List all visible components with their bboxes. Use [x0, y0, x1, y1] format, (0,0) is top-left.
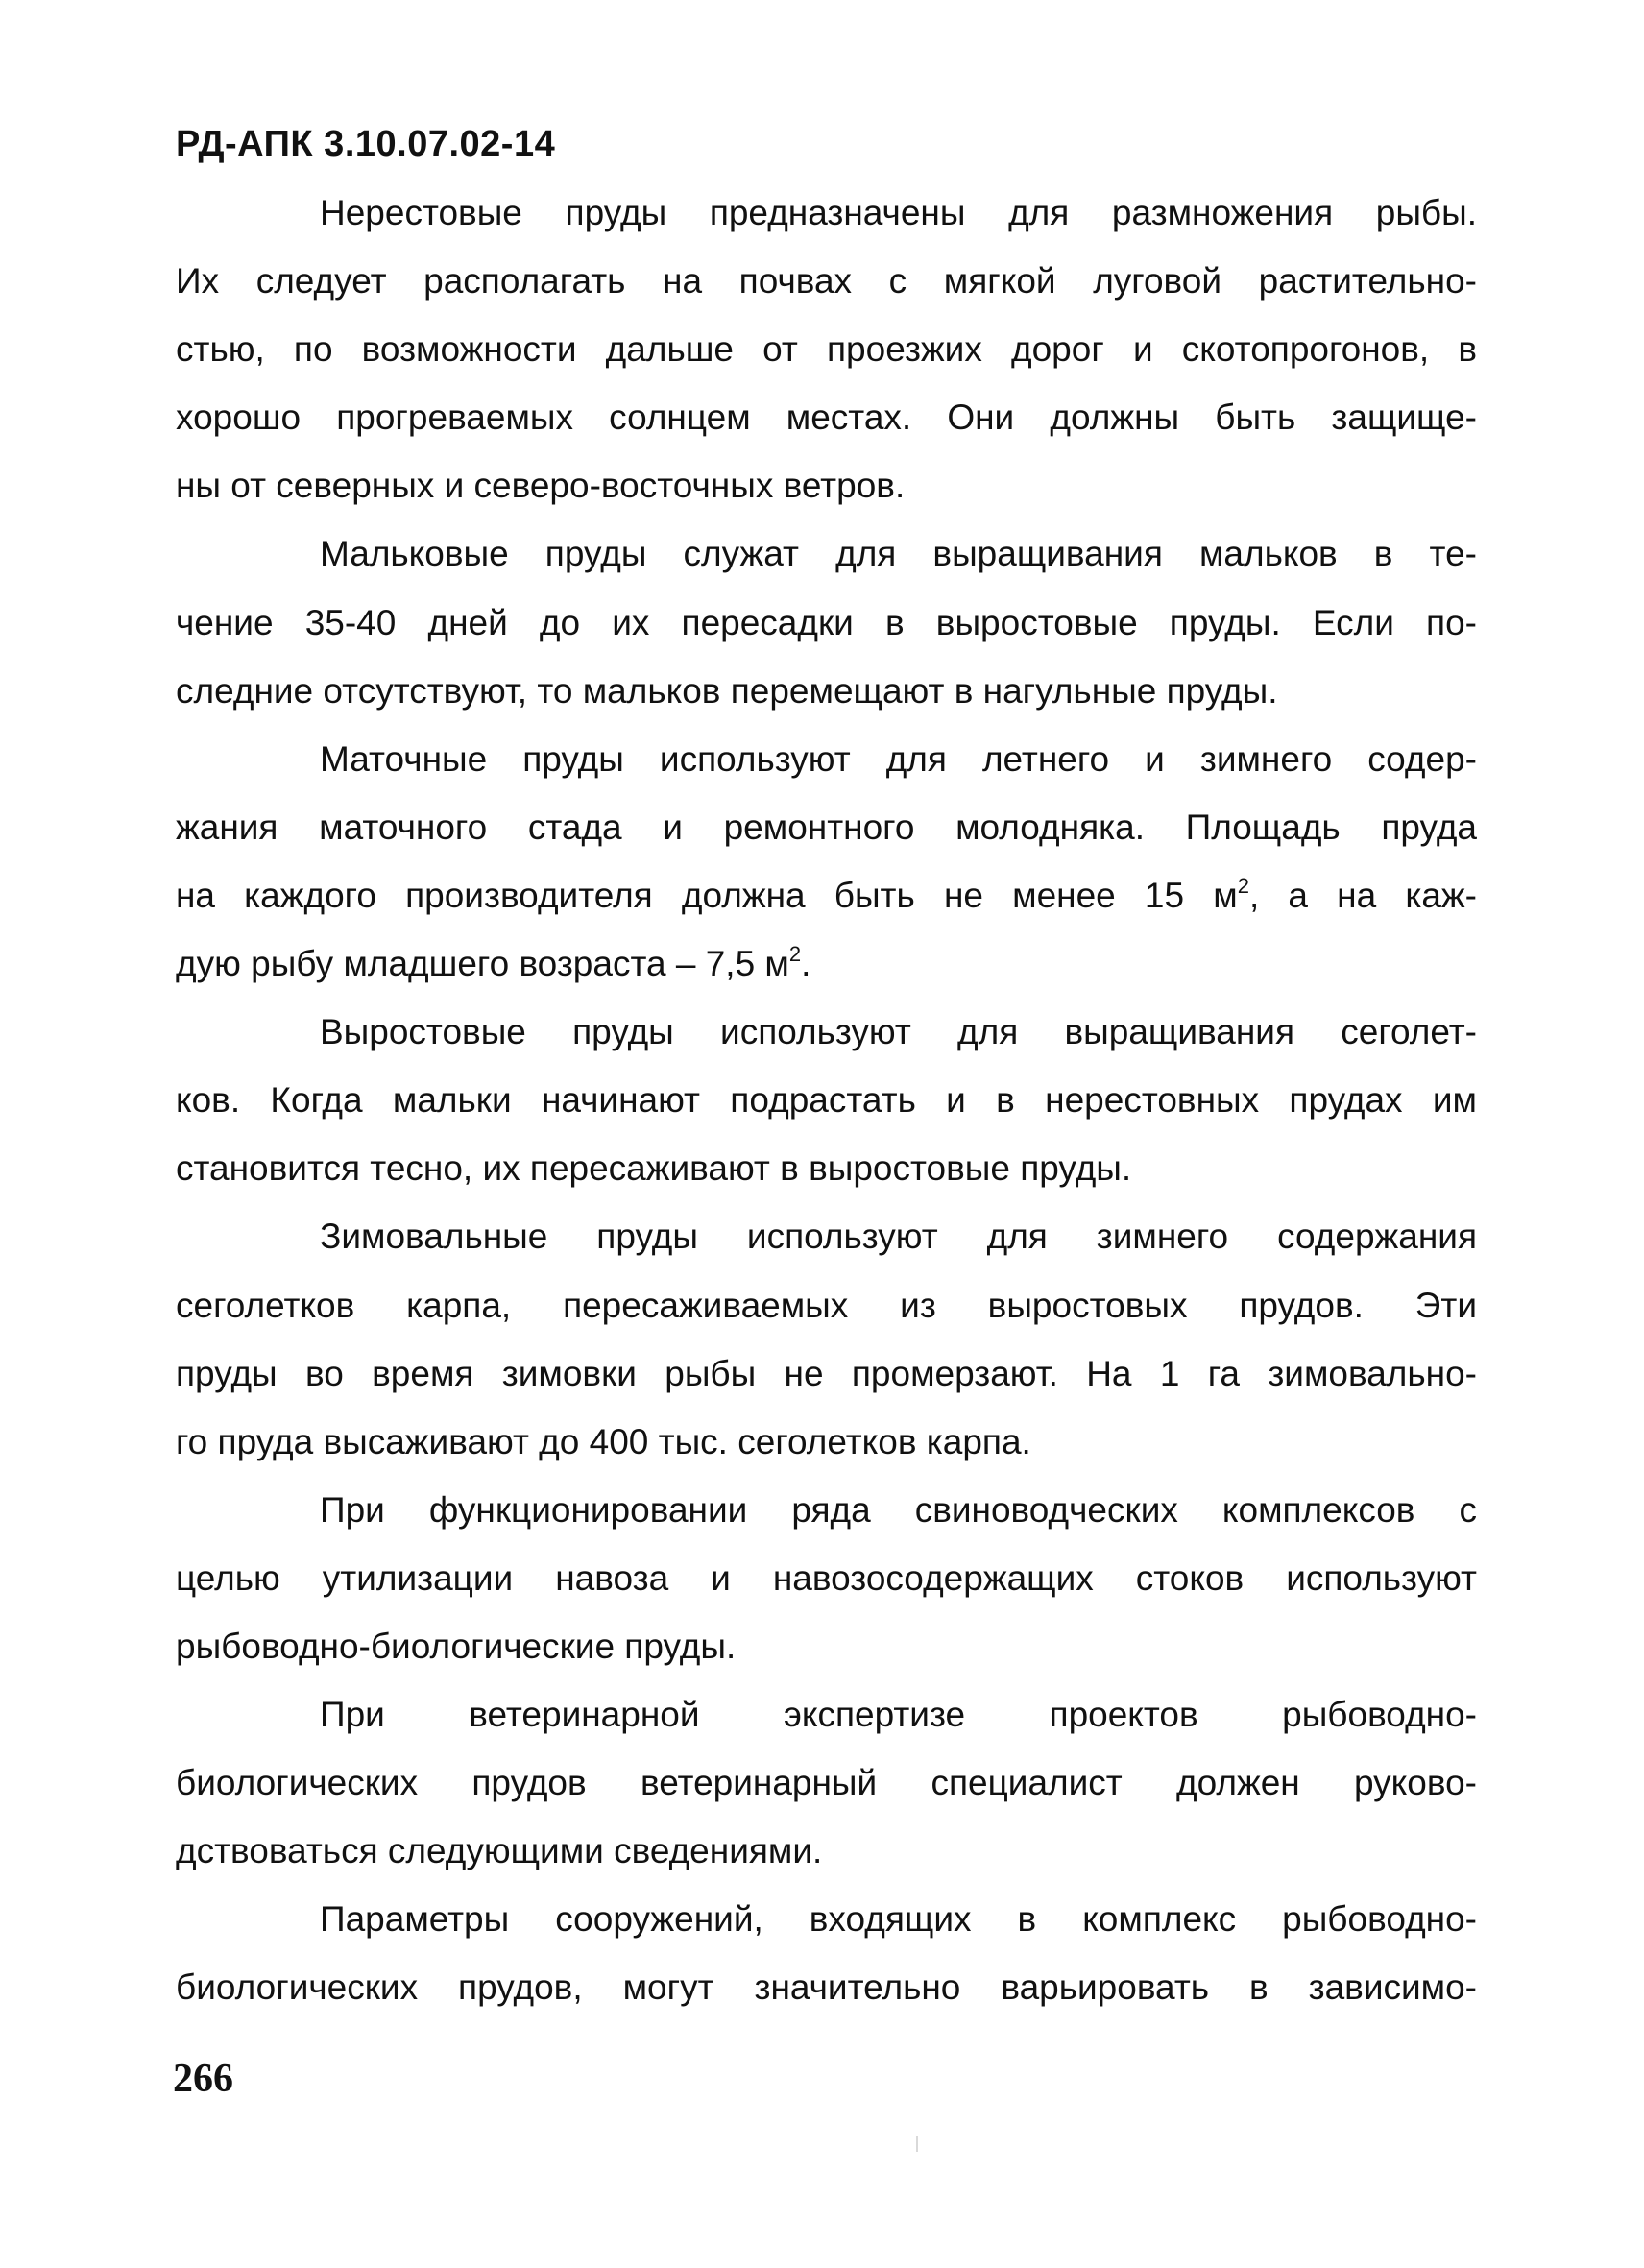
text-line-content: жания маточного стада и ремонтного молодняка. Площадь пруда	[176, 807, 1477, 847]
superscript: 2	[1237, 873, 1249, 898]
text-line-l06	[176, 519, 1477, 588]
text-line-content: го пруда высаживают до 400 тыс. сеголетков карпа.	[176, 1421, 1031, 1461]
text-line-content: стью, по возможности дальше от проезжих дорог и скотопрогонов, в	[176, 329, 1477, 370]
text-line-l12	[176, 929, 1477, 998]
text-line-l17	[176, 1271, 1477, 1339]
text-line-l04	[176, 383, 1477, 451]
superscript: 2	[788, 941, 802, 966]
text-line-l07	[176, 589, 1477, 657]
text-line-l09	[176, 725, 1477, 793]
text-line-tail: , а на каж-	[1248, 875, 1477, 915]
body-text	[176, 179, 1477, 2022]
text-line-content: биологических прудов, могут значительно варьировать в зависимо-	[176, 1967, 1477, 2008]
text-line-content: становится тесно, их пересаживают в выростовые пруды.	[176, 1148, 1132, 1189]
text-line-content: Нерестовые пруды предназначены для размножения рыбы.	[320, 193, 1477, 232]
text-line-l19	[176, 1408, 1477, 1476]
text-line-content: рыбоводно-биологические пруды.	[176, 1626, 737, 1666]
text-line-l11	[176, 861, 1477, 929]
text-line-content: сеголетков карпа, пересаживаемых из выростовых прудов. Эти	[176, 1285, 1477, 1325]
text-line-l03	[176, 315, 1477, 383]
text-line-content: чение 35-40 дней до их пересадки в выростовые пруды. Если по-	[176, 602, 1477, 642]
text-line-l27	[176, 1953, 1477, 2021]
text-line-l08	[176, 657, 1477, 725]
text-line-content: Параметры сооружений, входящих в комплекс рыбоводно-	[320, 1899, 1477, 1940]
text-line-content: Выростовые пруды используют для выращивания сеголет-	[320, 1012, 1477, 1052]
text-line-content: ков. Когда мальки начинают подрастать и в нерестовных прудах им	[176, 1080, 1477, 1121]
text-line-l26	[176, 1885, 1477, 1953]
text-line-l25	[176, 1817, 1477, 1885]
text-line-content: Зимовальные пруды используют для зимнего содержания	[320, 1217, 1477, 1257]
text-line-l10	[176, 793, 1477, 861]
text-line-content: хорошо прогреваемых солнцем местах. Они должны быть защище-	[176, 398, 1477, 438]
text-line-content: дствоваться следующими сведениями.	[176, 1831, 823, 1871]
text-line-l01	[176, 179, 1477, 247]
scan-artifact	[916, 2136, 918, 2152]
text-line-l20	[176, 1476, 1477, 1544]
text-line-content: Маточные пруды используют для летнего и зимнего содер-	[320, 738, 1477, 779]
text-line-l21	[176, 1544, 1477, 1612]
text-line-content: на каждого производителя должна быть не менее 15 м	[176, 875, 1238, 915]
text-line-content: ны от северных и северо-восточных ветров.	[176, 466, 906, 506]
page-number: 266	[173, 2057, 233, 2101]
text-line-content: Мальковые пруды служат для выращивания мальков в те-	[320, 534, 1477, 574]
text-line-l24	[176, 1749, 1477, 1817]
text-line-l22	[176, 1612, 1477, 1680]
text-line-l18	[176, 1339, 1477, 1408]
text-line-content: При ветеринарной экспертизе проектов рыбоводно-	[320, 1695, 1477, 1735]
document-code-header: РД-АПК 3.10.07.02-14	[176, 124, 556, 164]
text-line-l23	[176, 1680, 1477, 1749]
text-line-l05	[176, 451, 1477, 519]
text-line-l14	[176, 1066, 1477, 1134]
text-line-l13	[176, 998, 1477, 1066]
text-line-content: Их следует располагать на почвах с мягкой луговой растительно-	[176, 261, 1477, 302]
text-line-content: пруды во время зимовки рыбы не промерзают. На 1 га зимовально-	[176, 1353, 1477, 1393]
text-line-content: При функционировании ряда свиноводческих комплексов с	[320, 1489, 1477, 1530]
text-line-content: целью утилизации навоза и навозосодержащих стоков используют	[176, 1557, 1477, 1598]
text-line-content: дую рыбу младшего возраста – 7,5 м	[176, 944, 789, 984]
text-line-l02	[176, 247, 1477, 315]
text-line-l16	[176, 1202, 1477, 1270]
text-line-tail: .	[801, 944, 811, 984]
text-line-content: следние отсутствуют, то мальков перемещают в нагульные пруды.	[176, 670, 1278, 711]
text-line-l15	[176, 1134, 1477, 1202]
text-line-content: биологических прудов ветеринарный специалист должен руково-	[176, 1763, 1477, 1803]
